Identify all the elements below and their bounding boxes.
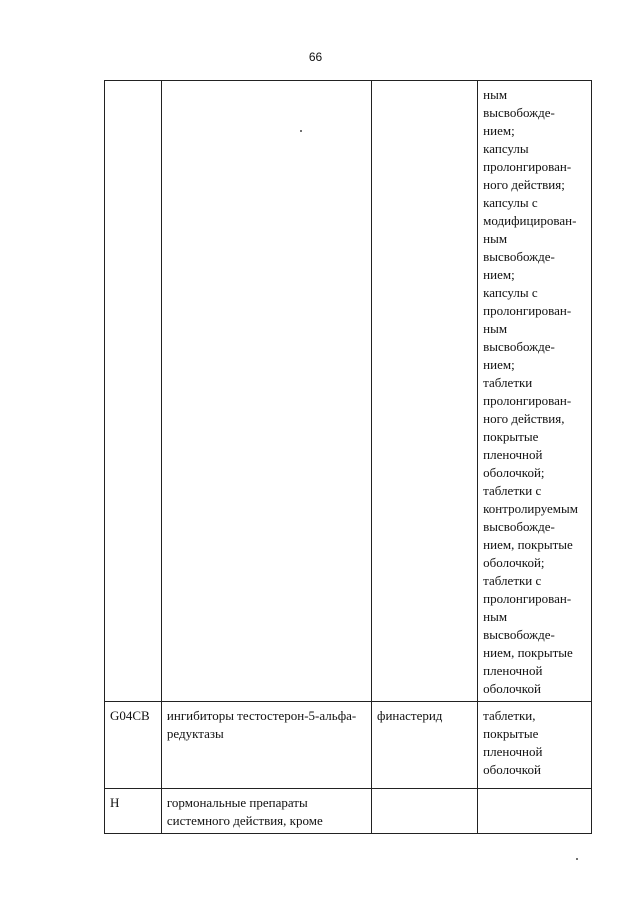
- dosage-form-line: ным: [483, 609, 508, 624]
- dosage-form-line: ного действия;: [483, 177, 565, 192]
- dosage-form-line: нием, покрытые: [483, 537, 573, 552]
- dosage-form-line: капсулы с: [483, 285, 538, 300]
- dosage-form-line: покрытые: [483, 429, 539, 444]
- group-name-cell: ингибиторы тестостерон-5-альфа-редуктазы: [161, 702, 371, 789]
- dosage-form-line: ным: [483, 231, 508, 246]
- table-row-h: [105, 789, 592, 834]
- group-name-cell: гормональные препараты системного действия, кроме: [161, 789, 371, 834]
- dosage-form-line: пленочной: [483, 447, 543, 462]
- dosage-form-line: пленочной: [483, 744, 543, 759]
- dosage-form-line: модифицирован-: [483, 213, 577, 228]
- substance-cell: [372, 81, 478, 702]
- dosage-form-line: высвобожде-: [483, 249, 555, 264]
- dosage-form-line: пленочной: [483, 663, 543, 678]
- dosage-form-cell: [478, 702, 592, 789]
- dosage-form-line: контролируемым: [483, 501, 578, 516]
- dosage-form-line: высвобожде-: [483, 105, 555, 120]
- dosage-form-line: таблетки с: [483, 483, 542, 498]
- dosage-form-line: оболочкой;: [483, 555, 545, 570]
- dosage-form-line: ным: [483, 321, 508, 336]
- substance-cell: [372, 789, 478, 834]
- dosage-form-line: капсулы с: [483, 195, 538, 210]
- dosage-form-cell: [478, 81, 592, 702]
- dosage-form-line: нием;: [483, 357, 515, 372]
- dosage-form-line: нием;: [483, 123, 515, 138]
- drug-table: [104, 80, 592, 834]
- dosage-form-line: таблетки,: [483, 708, 536, 723]
- dosage-form-line: таблетки с: [483, 573, 542, 588]
- dosage-form-line: высвобожде-: [483, 519, 555, 534]
- group-name-cell: [161, 81, 371, 702]
- dosage-form-line: ного действия,: [483, 411, 565, 426]
- dosage-form-line: ным: [483, 87, 508, 102]
- dosage-form-line: пролонгирован-: [483, 591, 572, 606]
- dosage-form-line: таблетки: [483, 375, 533, 390]
- atc-code-cell: H: [105, 789, 162, 834]
- page-number: 66: [308, 50, 323, 64]
- dosage-form-line: нием;: [483, 267, 515, 282]
- dosage-form-line: пролонгирован-: [483, 393, 572, 408]
- dosage-form-line: покрытые: [483, 726, 539, 741]
- dosage-form-line: высвобожде-: [483, 339, 555, 354]
- atc-code-cell: G04CB: [105, 702, 162, 789]
- dosage-form-cell: [478, 789, 592, 834]
- table-row-g04cb: [105, 702, 592, 789]
- substance-cell: финастерид: [372, 702, 478, 789]
- dosage-form-line: пролонгирован-: [483, 159, 572, 174]
- dosage-form-line: оболочкой: [483, 762, 541, 777]
- dosage-form-line: высвобожде-: [483, 627, 555, 642]
- scan-speck: [576, 858, 578, 860]
- dosage-form-line: оболочкой: [483, 681, 541, 696]
- dosage-form-line: капсулы: [483, 141, 529, 156]
- dosage-form-line: оболочкой;: [483, 465, 545, 480]
- dosage-form-line: пролонгирован-: [483, 303, 572, 318]
- atc-code-cell: [105, 81, 162, 702]
- table-row-continuation: [105, 81, 592, 702]
- dosage-form-line: нием, покрытые: [483, 645, 573, 660]
